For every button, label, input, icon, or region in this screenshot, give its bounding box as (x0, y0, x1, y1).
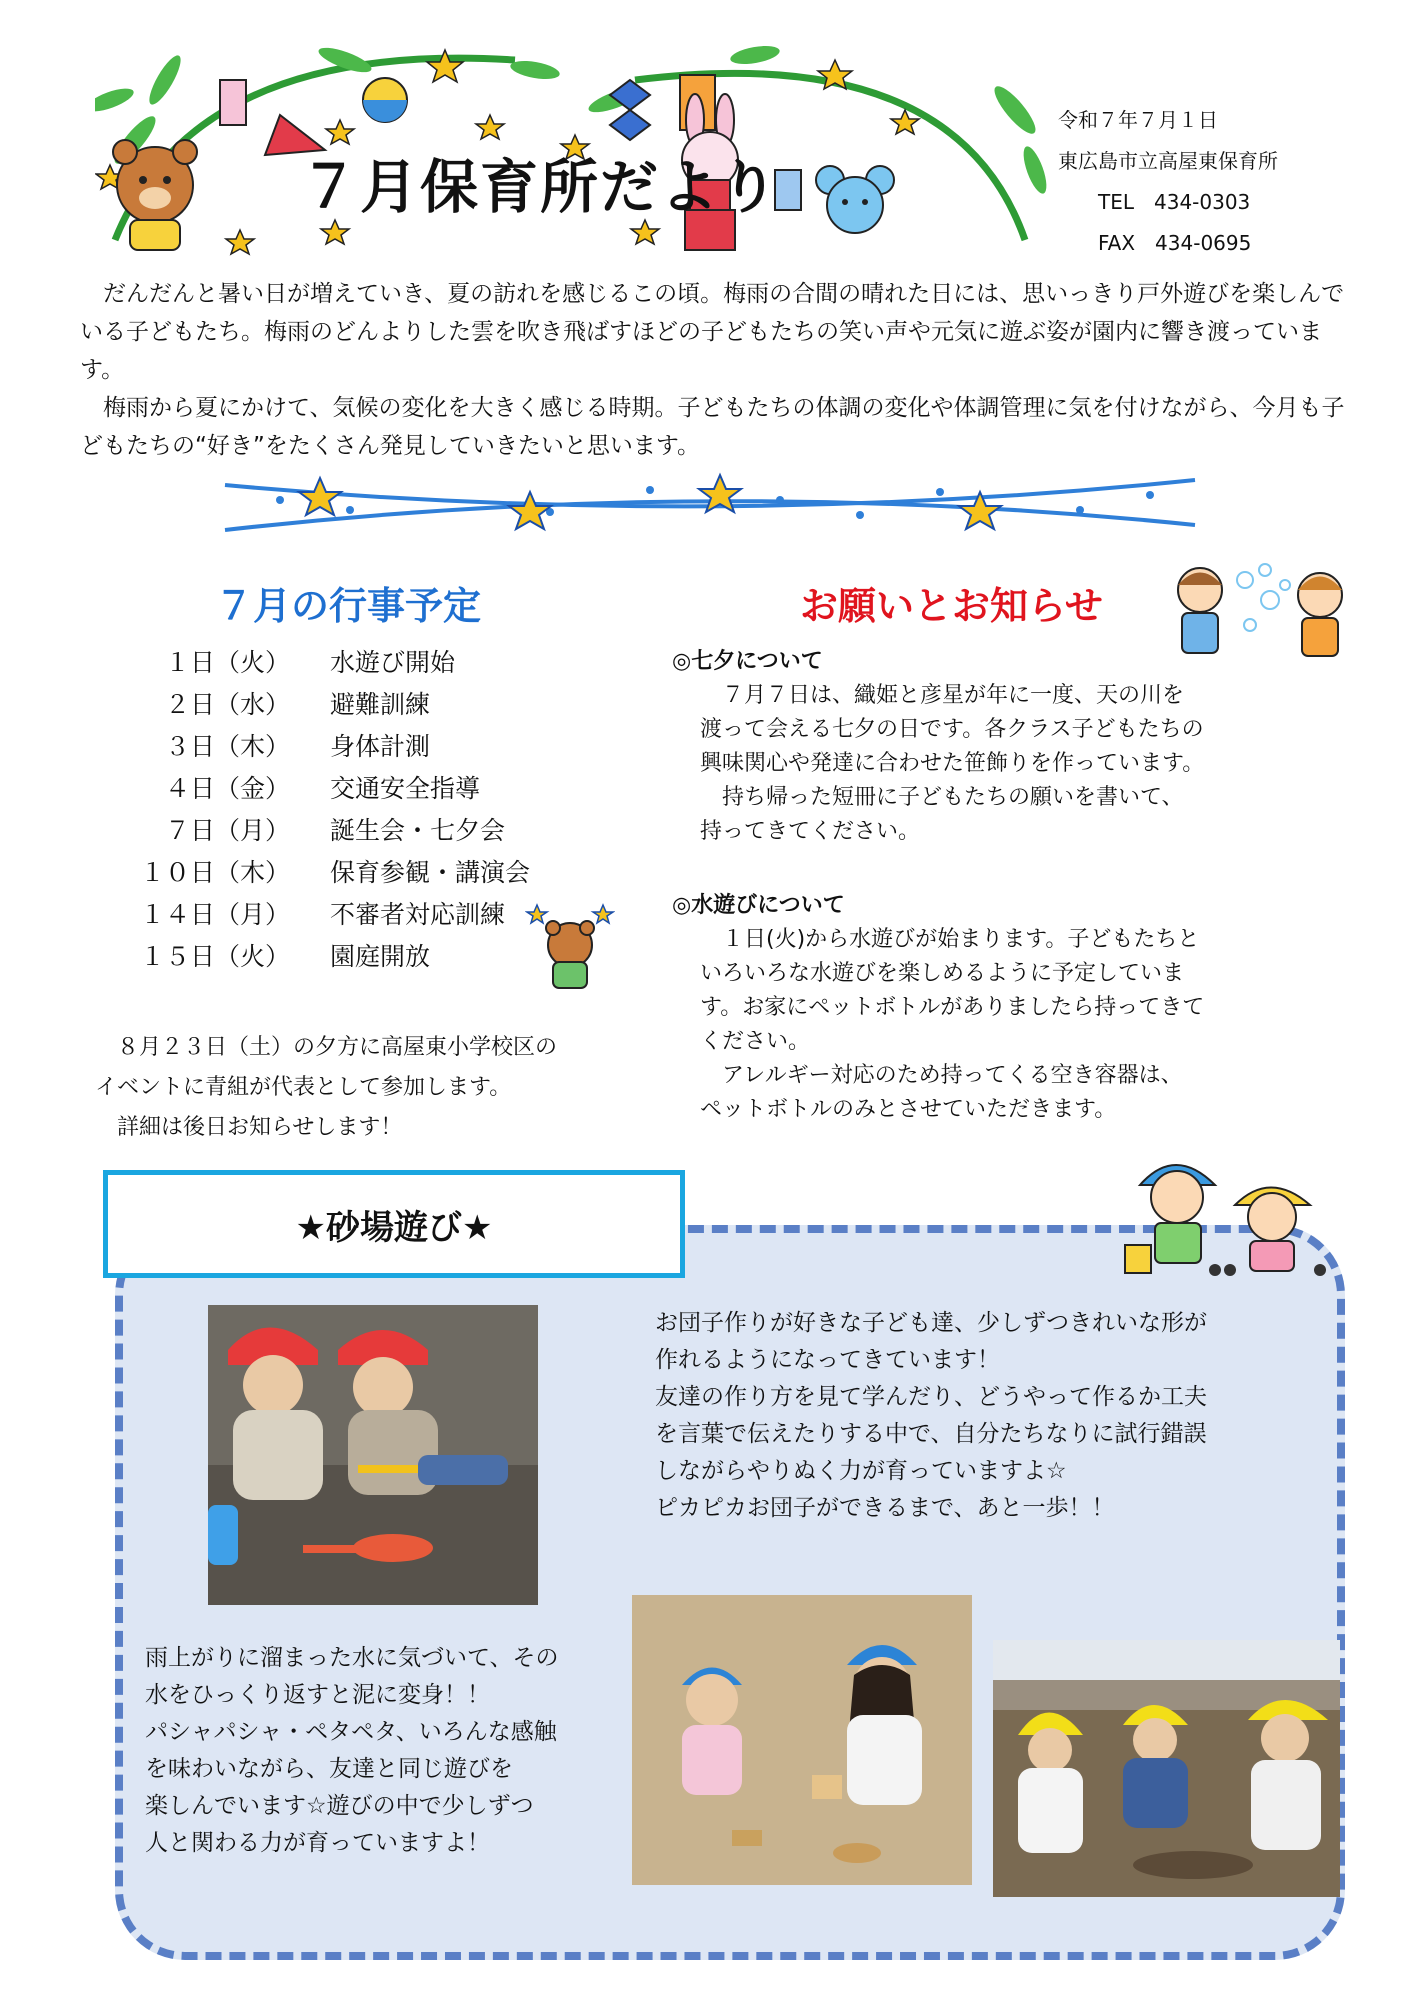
dango-line: お団子作りが好きな子ども達、少しずつきれいな形が (655, 1310, 1207, 1336)
event-name: 園庭開放 (330, 942, 431, 971)
tanabata-notice-body (672, 679, 1312, 849)
event-row (90, 766, 570, 808)
tel-number: TEL 434-0303 (1098, 190, 1251, 214)
event-name: 誕生会・七夕会 (330, 816, 506, 845)
sand-play-title: ★砂場遊び★ (295, 1207, 493, 1248)
water-play-notice-body (672, 923, 1312, 1127)
dango-text (655, 1305, 1305, 1527)
intro-text (80, 275, 1345, 465)
notice-line: 興味関心や発達に合わせた笹飾りを作っています。 (700, 751, 1205, 776)
issue-date: 令和７年７月１日 (1058, 108, 1218, 132)
notice-line: ７月７日は、織姫と彦星が年に一度、天の川を (700, 683, 1185, 708)
event-date: ４日（金） (164, 774, 290, 803)
notice-line: す。お家にペットボトルがありましたら持ってきて (700, 995, 1205, 1020)
mud-play-text (145, 1640, 625, 1862)
facility-name: 東広島市立高屋東保育所 (1058, 149, 1278, 173)
event-name: 保育参観・講演会 (330, 858, 531, 887)
event-row (90, 724, 570, 766)
notice-line: 持ってきてください。 (700, 819, 921, 844)
notice-line: ペットボトルのみとさせていただきます。 (700, 1097, 1117, 1122)
notice-line: 渡って会える七夕の日です。各クラス子どもたちの (700, 717, 1204, 742)
notice-line: アレルギー対応のため持ってくる空き容器は、 (700, 1063, 1183, 1088)
event-row (90, 640, 570, 682)
event-note-line: 詳細は後日お知らせします！ (95, 1115, 403, 1140)
notice-line: いろいろな水遊びを楽しめるように予定していま (700, 961, 1185, 986)
sand-play-title-box (103, 1170, 685, 1278)
event-name: 交通安全指導 (330, 774, 481, 803)
event-row (90, 892, 570, 934)
event-row (90, 808, 570, 850)
event-date: １０日（木） (139, 858, 290, 887)
notices-body (672, 645, 1312, 1127)
notice-line: ください。 (700, 1029, 811, 1054)
kids-sandbox-illustration (1115, 1145, 1340, 1280)
mud-line: パシャパシャ・ペタペタ、いろんな感触 (145, 1719, 557, 1745)
intro-paragraph: 梅雨から夏にかけて、気候の変化を大きく感じる時期。子どもたちの体調の変化や体調管理に気を付けながら、今月も子どもたちの“好き”をたくさん発見していきたいと思います。 (80, 395, 1345, 459)
dango-line: を言葉で伝えたりする中で、自分たちなりに試行錯誤 (655, 1421, 1207, 1447)
event-row (90, 850, 570, 892)
mud-line: 水をひっくり返すと泥に変身！！ (145, 1682, 490, 1708)
event-note-line: ８月２３日（土）の夕方に高屋東小学校区の (95, 1035, 558, 1060)
photo-children-sandbox (632, 1595, 972, 1885)
event-date: １４日（月） (139, 900, 290, 929)
event-row (90, 934, 570, 976)
events-list (90, 640, 570, 976)
mud-line: を味わいながら、友達と同じ遊びを (145, 1756, 513, 1782)
tanabata-notice-title: ◎七夕について (672, 649, 823, 674)
star-garland-divider (220, 470, 1200, 540)
event-date: ７日（月） (164, 816, 290, 845)
event-date: ３日（木） (164, 732, 290, 761)
notice-line: １日(火)から水遊びが始まります。子どもたちと (700, 927, 1200, 952)
fax-number: FAX 434-0695 (1098, 231, 1252, 255)
event-name: 身体計測 (330, 732, 431, 761)
dango-line: ピカピカお団子ができるまで、あと一歩！！ (655, 1495, 1115, 1521)
event-name: 水遊び開始 (330, 648, 456, 677)
photo-children-digging (208, 1305, 538, 1605)
dango-line: 作れるようになってきています！ (655, 1347, 1000, 1373)
dango-line: しながらやりぬく力が育っていますよ☆ (655, 1458, 1067, 1484)
event-date: １５日（火） (139, 942, 290, 971)
mud-line: 楽しんでいます☆遊びの中で少しずつ (145, 1793, 534, 1819)
photo-children-yellow-hats (993, 1640, 1340, 1897)
events-heading: ７月の行事予定 (215, 584, 482, 628)
event-note (95, 1028, 635, 1148)
facility-info (1058, 100, 1358, 264)
notices-heading: お願いとお知らせ (800, 584, 1103, 628)
mud-line: 雨上がりに溜まった水に気づいて、その (145, 1645, 559, 1671)
event-note-line: イベントに青組が代表として参加します。 (95, 1075, 512, 1100)
water-play-notice-title: ◎水遊びについて (672, 893, 845, 918)
intro-paragraph: だんだんと暑い日が増えていき、夏の訪れを感じるこの頃。梅雨の合間の晴れた日には、思いっきり戸外遊びを楽しんでいる子どもたち。梅雨のどんよりした雲を吹き飛ばすほどの子どもたちの笑い声や元気に遊ぶ姿が園内に響き渡っています。 (80, 281, 1345, 383)
event-date: ２日（水） (164, 690, 290, 719)
mud-line: 人と関わる力が育っていますよ！ (145, 1830, 490, 1856)
newsletter-title: ７月保育所だより (300, 153, 781, 221)
notice-line: 持ち帰った短冊に子どもたちの願いを書いて、 (700, 785, 1184, 810)
bear-star-illustration (525, 900, 615, 995)
event-row (90, 682, 570, 724)
dango-line: 友達の作り方を見て学んだり、どうやって作るか工夫 (655, 1384, 1207, 1410)
event-name: 避難訓練 (330, 690, 431, 719)
event-date: １日（火） (164, 648, 290, 677)
event-name: 不審者対応訓練 (330, 900, 506, 929)
